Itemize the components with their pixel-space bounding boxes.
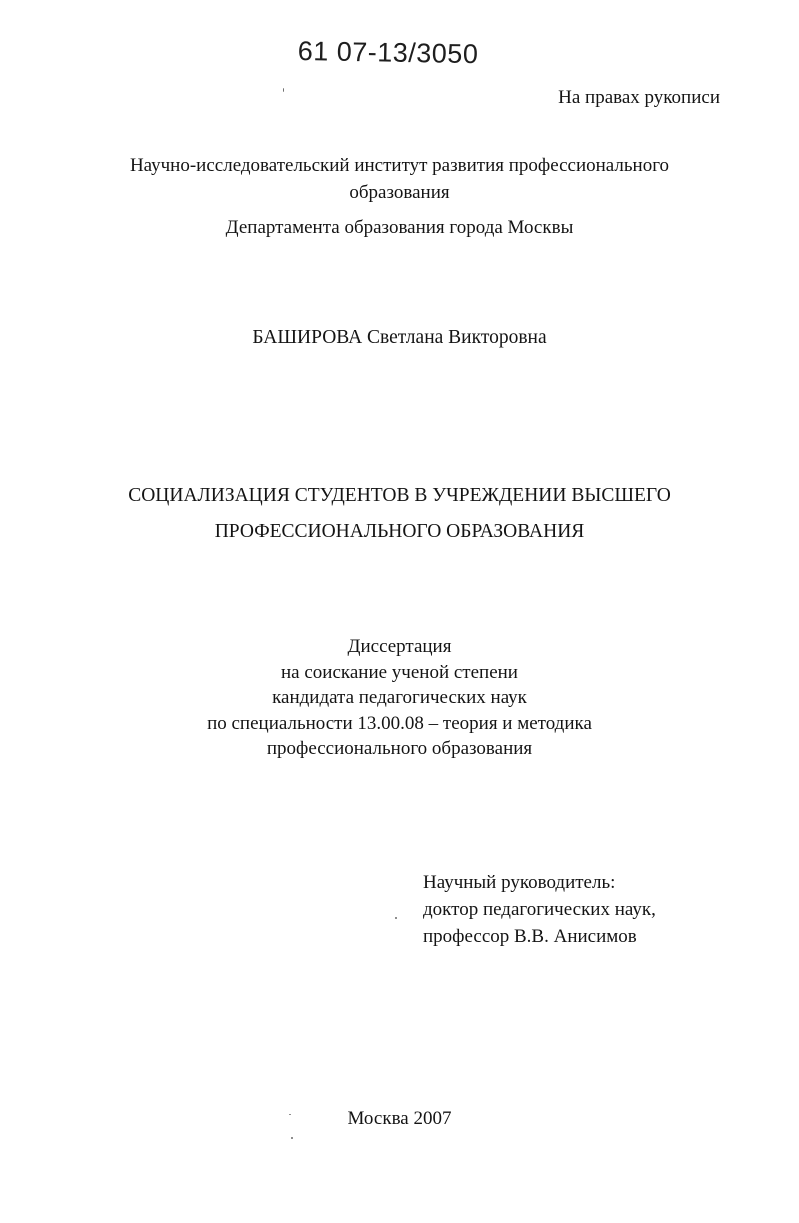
institution-name [0, 152, 799, 206]
diss-line-3: кандидата педагогических наук [272, 687, 527, 708]
dissertation-title [0, 478, 799, 550]
supervisor-degree: доктор педагогических наук, [423, 899, 656, 920]
diss-line-5: профессионального образования [266, 738, 533, 759]
diss-line-2: на соискание ученой степени [281, 661, 518, 683]
author-name: БАШИРОВА Светлана Викторовна [252, 327, 547, 348]
department-name: Департамента образования города Москвы [225, 217, 574, 238]
scan-speck [395, 917, 397, 919]
rights-note: На правах рукописи [558, 87, 720, 108]
diss-line-4: по специальности 13.00.08 – теория и методика [207, 712, 592, 734]
institution-line-1: Научно-исследовательский институт развития профессионального [129, 155, 670, 176]
supervisor-block [423, 869, 656, 950]
institution-line-2: образования [349, 182, 450, 203]
scan-speck [289, 1114, 291, 1115]
supervisor-name: профессор В.В. Анисимов [423, 926, 637, 947]
scan-speck [283, 88, 284, 92]
city-year: Москва 2007 [347, 1108, 452, 1129]
title-line-2: ПРОФЕССИОНАЛЬНОГО ОБРАЗОВАНИЯ [214, 521, 585, 542]
scan-speck [291, 1137, 293, 1139]
supervisor-label: Научный руководитель: [423, 872, 616, 893]
archive-stamp-number: 61 07-13/3050 [297, 36, 479, 70]
diss-line-1: Диссертация [347, 636, 452, 657]
dissertation-description [0, 634, 799, 762]
title-line-1: СОЦИАЛИЗАЦИЯ СТУДЕНТОВ В УЧРЕЖДЕНИИ ВЫСШЕГО [128, 485, 671, 506]
